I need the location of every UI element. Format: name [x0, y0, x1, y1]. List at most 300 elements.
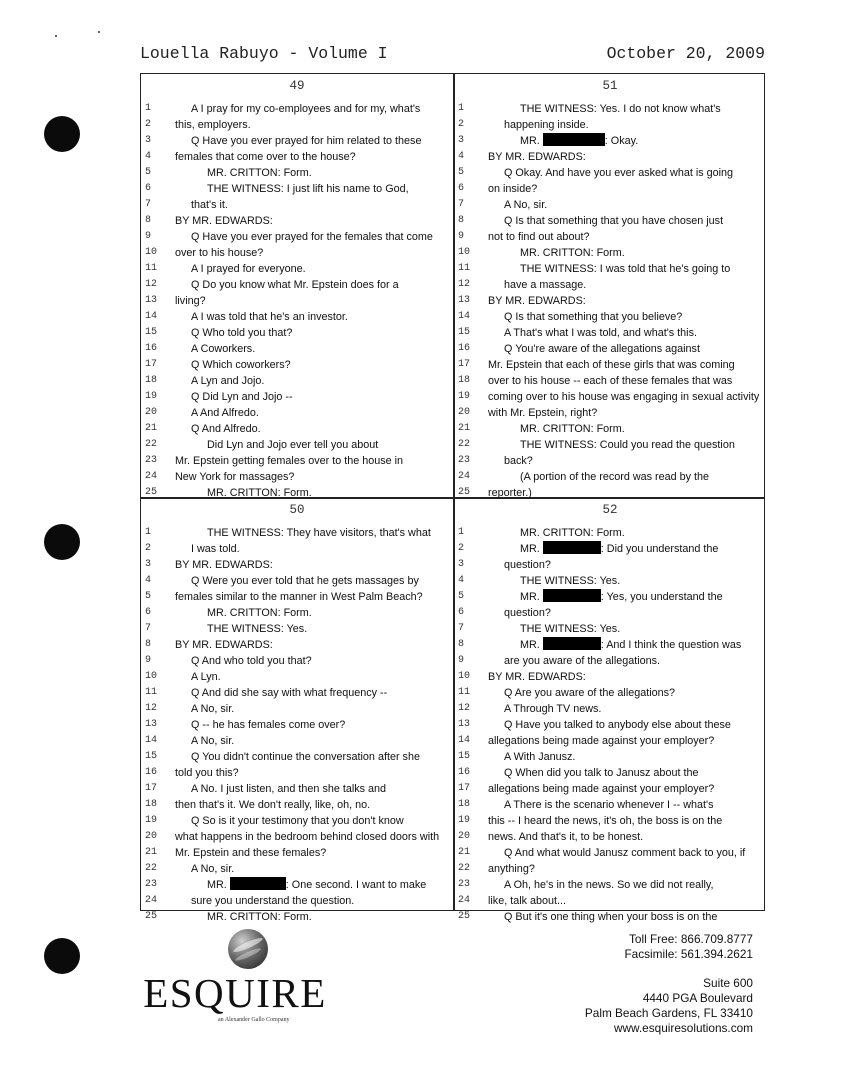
line-number: 9: [458, 655, 465, 666]
line-number: 13: [458, 295, 471, 306]
line-number: 17: [145, 783, 158, 794]
line-text: [175, 845, 326, 861]
transcript-line: [454, 717, 766, 733]
transcript-line: [141, 421, 453, 437]
line-number: 21: [145, 423, 158, 434]
line-number: 1: [458, 527, 465, 538]
transcript-line: [454, 621, 766, 637]
line-text-content: A Lyn and Jojo.: [191, 375, 265, 387]
transcript-line: [141, 845, 453, 861]
transcript-line: [454, 829, 766, 845]
transcript-line: [454, 653, 766, 669]
line-number: 10: [458, 247, 471, 258]
line-text: [504, 877, 714, 893]
redaction-bar: [543, 589, 601, 602]
transcript-line: [454, 453, 766, 469]
line-text: [191, 261, 306, 277]
line-text-content: A No, sir.: [191, 863, 235, 875]
line-text-content: have a massage.: [504, 279, 587, 291]
line-text: [175, 213, 273, 229]
line-number: 1: [458, 103, 465, 114]
line-number: 17: [458, 783, 471, 794]
transcript-line: [141, 309, 453, 325]
line-text-content: allegations being made against your employer?: [488, 783, 715, 795]
line-number: 24: [458, 471, 471, 482]
line-number: 22: [145, 863, 158, 874]
line-text-content: that's it.: [191, 199, 228, 211]
line-number: 4: [145, 151, 152, 162]
line-text-content: MR. CRITTON: Form.: [520, 423, 625, 435]
transcript-line: [454, 893, 766, 909]
line-text-content: Q Have you ever prayed for him related to these: [191, 135, 422, 147]
line-text-content: A Coworkers.: [191, 343, 256, 355]
transcript-line: [454, 749, 766, 765]
line-text: [175, 589, 423, 605]
line-text-content: A No. I just listen, and then she talks and: [191, 783, 387, 795]
line-text-content: A With Janusz.: [504, 751, 576, 763]
transcript-line: [141, 149, 453, 165]
transcript-line: [141, 117, 453, 133]
transcript-line: [141, 717, 453, 733]
line-text: [191, 781, 386, 797]
transcript-line: [454, 341, 766, 357]
line-text-content: Q Okay. And have you ever asked what is going: [504, 167, 734, 179]
line-text-content: allegations being made against your employer?: [488, 735, 715, 747]
line-text-content: Q You're aware of the allegations against: [504, 343, 700, 355]
line-number: 11: [458, 263, 471, 274]
line-number: 12: [145, 279, 158, 290]
line-text-content: are you aware of the allegations.: [504, 655, 661, 667]
line-text: [504, 309, 682, 325]
logo-tagline: an Alexander Gallo Company: [218, 1017, 290, 1023]
line-number: 15: [145, 751, 158, 762]
line-text: [504, 605, 551, 621]
line-text-content: Q -- he has females come over?: [191, 719, 346, 731]
transcript-line: [454, 813, 766, 829]
line-text-content: BY MR. EDWARDS:: [488, 671, 586, 683]
line-text: [488, 893, 566, 909]
line-number: 18: [458, 799, 471, 810]
line-text-content: this -- I heard the news, it's oh, the boss is on the: [488, 815, 723, 827]
line-number: 4: [145, 575, 152, 586]
line-text-after-redaction: : Did you understand the: [600, 543, 719, 555]
line-text-content: MR. CRITTON: Form.: [207, 607, 312, 619]
line-number: 19: [145, 815, 158, 826]
line-text-content: Q You didn't continue the conversation after she: [191, 751, 420, 763]
line-number: 24: [145, 471, 158, 482]
transcript-line: [454, 389, 766, 405]
line-number: 12: [458, 703, 471, 714]
line-text: [488, 389, 759, 405]
transcript-line: [141, 437, 453, 453]
line-text-content: THE WITNESS: I just lift his name to God,: [207, 183, 409, 195]
line-text-content: (A portion of the record was read by the: [520, 471, 710, 483]
transcript-line: [141, 165, 453, 181]
page-lines: [141, 525, 453, 925]
transcript-line: [454, 101, 766, 117]
line-text: [488, 373, 732, 389]
transcript-line: [454, 765, 766, 781]
line-text-content: news. And that's it, to be honest.: [488, 831, 644, 843]
transcript-line: [141, 605, 453, 621]
page-number: 52: [602, 503, 618, 517]
line-text-content: like, talk about...: [488, 895, 567, 907]
line-text: [488, 405, 597, 421]
line-number: 3: [145, 135, 152, 146]
line-text: [191, 277, 399, 293]
line-text: [191, 421, 261, 437]
line-text-content: MR. CRITTON: Form.: [207, 167, 312, 179]
line-text: [175, 557, 273, 573]
transcript-line: [454, 701, 766, 717]
transcript-line: [141, 373, 453, 389]
line-text: [175, 293, 206, 309]
transcript-line: [141, 701, 453, 717]
line-number: 6: [458, 183, 465, 194]
line-text-content: A Lyn.: [191, 671, 221, 683]
line-text: [191, 341, 255, 357]
line-text-content: then that's it. We don't really, like, oh, no.: [175, 799, 371, 811]
line-text-content: not to find out about?: [488, 231, 590, 243]
line-text-content: Q Are you aware of the allegations?: [504, 687, 676, 699]
line-text: [191, 717, 345, 733]
line-text-content: this, employers.: [175, 119, 251, 131]
scan-speck: [55, 35, 57, 37]
line-text: [191, 893, 354, 909]
transcript-line: [141, 813, 453, 829]
line-text-content: A I pray for my co-employees and for my, what's: [191, 103, 421, 115]
line-text-content: Mr. Epstein getting females over to the house in: [175, 455, 404, 467]
transcript-line: [454, 165, 766, 181]
line-text-content: THE WITNESS: I was told that he's going to: [520, 263, 731, 275]
line-text-content: Q And did she say with what frequency --: [191, 687, 388, 699]
transcript-line: [141, 589, 453, 605]
line-number: 13: [145, 719, 158, 730]
transcript-line: [141, 749, 453, 765]
line-text: [175, 149, 356, 165]
transcript-line: [141, 341, 453, 357]
line-text: [191, 197, 228, 213]
line-text-content: Q Is that something that you have chosen just: [504, 215, 724, 227]
line-number: 9: [458, 231, 465, 242]
street-address: 4440 PGA Boulevard: [642, 991, 753, 1005]
line-text-content: Q But it's one thing when your boss is on the: [504, 911, 718, 923]
binder-hole: [44, 116, 80, 152]
line-text: [520, 525, 625, 541]
line-text-content: Q And what would Janusz comment back to you, if: [504, 847, 746, 859]
transcript-line: [454, 573, 766, 589]
line-text: [191, 733, 234, 749]
line-text-content: question?: [504, 559, 551, 571]
line-text-content: BY MR. EDWARDS:: [488, 151, 586, 163]
transcript-line: [141, 797, 453, 813]
line-number: 24: [458, 895, 471, 906]
line-text: [191, 229, 433, 245]
line-text-content: BY MR. EDWARDS:: [175, 639, 273, 651]
line-text: [520, 421, 625, 437]
line-text: [504, 165, 733, 181]
line-text-content: Q Which coworkers?: [191, 359, 291, 371]
transcript-line: [141, 653, 453, 669]
line-text: [488, 293, 586, 309]
page-number: 51: [602, 79, 618, 93]
transcript-line: [141, 621, 453, 637]
transcript-line: [454, 541, 766, 557]
line-text: [207, 525, 431, 541]
line-text-content: Mr. Epstein that each of these girls that was coming: [488, 359, 735, 371]
line-number: 23: [458, 455, 471, 466]
line-number: 8: [458, 639, 465, 650]
transcript-line: [454, 133, 766, 149]
line-text-content: females similar to the manner in West Palm Beach?: [175, 591, 423, 603]
line-text: [191, 749, 420, 765]
line-text: [175, 797, 370, 813]
line-text: [191, 813, 404, 829]
transcript-line: [141, 133, 453, 149]
line-number: 20: [145, 407, 158, 418]
line-number: 16: [458, 767, 471, 778]
line-text: [191, 373, 264, 389]
redaction-bar: [543, 541, 601, 554]
transcript-line: [454, 197, 766, 213]
transcript-line: [141, 293, 453, 309]
line-text-content: over to his house -- each of these females that was: [488, 375, 733, 387]
line-text-content: Q When did you talk to Janusz about the: [504, 767, 699, 779]
line-text-content: Q Were you ever told that he gets massages by: [191, 575, 419, 587]
line-text-content: THE WITNESS: They have visitors, that's what: [207, 527, 431, 539]
line-text-content: A That's what I was told, and what's this.: [504, 327, 697, 339]
line-number: 3: [458, 135, 465, 146]
line-text: [175, 117, 251, 133]
line-number: 5: [145, 591, 152, 602]
line-text: [504, 717, 731, 733]
line-text-content: anything?: [488, 863, 535, 875]
suite: Suite 600: [703, 976, 753, 990]
line-text: [175, 469, 294, 485]
globe-icon: [228, 929, 268, 969]
deponent-volume: Louella Rabuyo - Volume I: [140, 44, 388, 63]
transcript-line: [454, 149, 766, 165]
transcript-line: [141, 733, 453, 749]
line-text: [191, 573, 419, 589]
transcript-line: [454, 373, 766, 389]
line-number: 14: [145, 735, 158, 746]
line-text-content: Q Is that something that you believe?: [504, 311, 683, 323]
transcript-line: [141, 181, 453, 197]
line-text-content: MR. CRITTON: Form.: [207, 487, 312, 499]
line-text-content: A I was told that he's an investor.: [191, 311, 348, 323]
line-number: 1: [145, 103, 152, 114]
page-lines: [454, 101, 766, 501]
line-text-content: told you this?: [175, 767, 239, 779]
line-number: 23: [145, 455, 158, 466]
line-text-content: I was told.: [191, 543, 240, 555]
line-text: [191, 309, 348, 325]
line-text-content: A No, sir.: [191, 735, 235, 747]
transcript-line: [454, 797, 766, 813]
line-text: [191, 101, 420, 117]
line-text-content: MR.: [520, 135, 540, 147]
line-text-content: MR.: [520, 639, 540, 651]
line-text-content: BY MR. EDWARDS:: [175, 215, 273, 227]
line-text: [504, 557, 551, 573]
transcript-line: [141, 541, 453, 557]
line-number: 21: [458, 423, 471, 434]
transcript-line: [141, 245, 453, 261]
scan-speck: [98, 31, 100, 33]
line-number: 6: [458, 607, 465, 618]
line-text: [191, 653, 312, 669]
transcript-line: [141, 573, 453, 589]
line-number: 2: [145, 543, 152, 554]
line-number: 12: [458, 279, 471, 290]
line-text: [488, 733, 714, 749]
website-link[interactable]: www.esquiresolutions.com: [614, 1021, 753, 1035]
line-text: [207, 437, 378, 453]
line-number: 18: [145, 375, 158, 386]
line-number: 25: [458, 911, 471, 922]
page-lines: [141, 101, 453, 501]
transcript-line: [141, 357, 453, 373]
line-text-content: A And Alfredo.: [191, 407, 259, 419]
line-number: 7: [458, 623, 465, 634]
line-number: 14: [458, 735, 471, 746]
line-text-content: with Mr. Epstein, right?: [488, 407, 598, 419]
line-text-content: A I prayed for everyone.: [191, 263, 306, 275]
line-text: [504, 749, 575, 765]
transcript-line: [454, 325, 766, 341]
transcript-line: [141, 325, 453, 341]
line-text: [207, 165, 312, 181]
line-number: 10: [145, 671, 158, 682]
transcript-line: [454, 669, 766, 685]
line-text-content: A Through TV news.: [504, 703, 602, 715]
line-text-content: Q So is it your testimony that you don't know: [191, 815, 404, 827]
transcript-line: [454, 421, 766, 437]
transcript-line: [454, 213, 766, 229]
line-number: 15: [458, 327, 471, 338]
transcript-line: [454, 589, 766, 605]
redaction-bar: [543, 133, 605, 146]
line-text: [191, 357, 291, 373]
line-number: 16: [145, 343, 158, 354]
line-text: [191, 701, 234, 717]
line-text: [191, 389, 293, 405]
line-number: 8: [145, 215, 152, 226]
city-state-zip: Palm Beach Gardens, FL 33410: [584, 1006, 753, 1020]
line-text: [488, 229, 589, 245]
line-text: [175, 245, 263, 261]
transcript-line: [141, 525, 453, 541]
line-text-after-redaction: : One second. I want to make: [285, 879, 427, 891]
line-text-content: A Oh, he's in the news. So we did not really,: [504, 879, 714, 891]
line-text-after-redaction: : Yes, you understand the: [600, 591, 723, 603]
page-lines: [454, 525, 766, 925]
transcript-line: [454, 845, 766, 861]
line-text: [175, 637, 273, 653]
transcript-line: [141, 405, 453, 421]
transcript-line: [454, 181, 766, 197]
transcript-line: [454, 733, 766, 749]
transcript-page: [141, 498, 453, 923]
transcript-page: [141, 74, 453, 499]
transcript-line: [454, 525, 766, 541]
line-text-content: THE WITNESS: Yes.: [207, 623, 308, 635]
line-text-content: A No, sir.: [504, 199, 548, 211]
line-text: [520, 133, 638, 149]
line-text-content: reporter.): [488, 487, 532, 499]
line-number: 20: [458, 407, 471, 418]
line-number: 1: [145, 527, 152, 538]
line-text: [207, 181, 409, 197]
line-text-content: THE WITNESS: Could you read the question: [520, 439, 735, 451]
line-text: [191, 685, 387, 701]
line-number: 15: [145, 327, 158, 338]
logo-brand: ESQUIRE: [143, 970, 327, 1016]
transcript-line: [454, 909, 766, 925]
line-text: [520, 101, 721, 117]
transcript-line: [141, 557, 453, 573]
line-text: [520, 541, 718, 557]
line-number: 9: [145, 655, 152, 666]
transcript-line: [141, 453, 453, 469]
transcript-line: [141, 877, 453, 893]
binder-hole: [44, 524, 80, 560]
page-number: 49: [289, 79, 305, 93]
line-text: [207, 605, 312, 621]
line-text: [520, 245, 625, 261]
line-text-content: Did Lyn and Jojo ever tell you about: [207, 439, 379, 451]
transcript-line: [454, 861, 766, 877]
transcript-line: [141, 101, 453, 117]
line-text-content: A There is the scenario whenever I -- what's: [504, 799, 714, 811]
transcript-line: [141, 861, 453, 877]
line-text: [191, 669, 221, 685]
line-number: 2: [458, 119, 465, 130]
line-text-content: back?: [504, 455, 533, 467]
line-text: [488, 181, 537, 197]
line-text-after-redaction: : Okay.: [604, 135, 639, 147]
line-text-content: females that come over to the house?: [175, 151, 356, 163]
transcript-line: [141, 909, 453, 925]
line-number: 14: [458, 311, 471, 322]
line-number: 19: [145, 391, 158, 402]
line-number: 6: [145, 183, 152, 194]
line-text: [175, 765, 239, 781]
line-text-content: coming over to his house was engaging in sexual activity: [488, 391, 760, 403]
line-text: [520, 437, 735, 453]
line-text-content: THE WITNESS: Yes. I do not know what's: [520, 103, 721, 115]
line-number: 2: [458, 543, 465, 554]
line-number: 8: [145, 639, 152, 650]
line-number: 16: [145, 767, 158, 778]
transcript-line: [454, 277, 766, 293]
line-number: 5: [145, 167, 152, 178]
contact-info: [585, 932, 753, 1036]
transcript-line: [141, 637, 453, 653]
line-text-content: Mr. Epstein and these females?: [175, 847, 327, 859]
transcript-line: [141, 781, 453, 797]
transcript-line: [141, 277, 453, 293]
line-text: [504, 117, 589, 133]
transcript-line: [141, 213, 453, 229]
line-text-content: MR.: [520, 591, 540, 603]
line-text: [488, 813, 722, 829]
line-text: [191, 405, 259, 421]
transcript-line: [141, 469, 453, 485]
transcript-line: [454, 781, 766, 797]
line-text-content: New York for massages?: [175, 471, 295, 483]
